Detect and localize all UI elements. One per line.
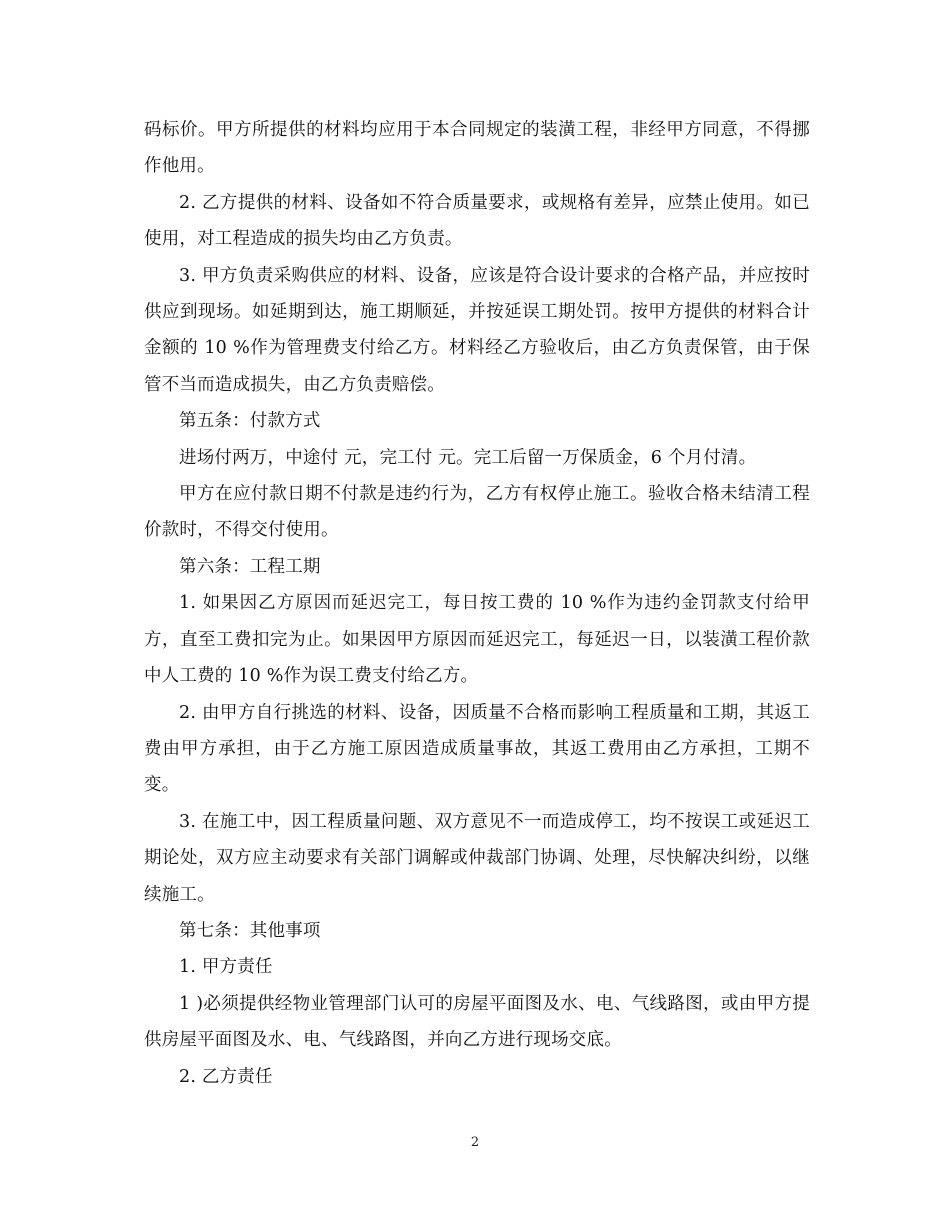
section-heading-article-6: 第六条：工程工期	[179, 556, 321, 577]
paragraph-continuation: 码标价。甲方所提供的材料均应用于本合同规定的装潢工程，非经甲方同意，不得挪作他用。	[144, 120, 810, 177]
paragraph-party-a-item-1: 1 )必须提供经物业管理部门认可的房屋平面图及水、电、气线路图，或由甲方提供房屋平面图及水、电、气线路图，并向乙方进行现场交底。	[144, 993, 810, 1051]
paragraph-party-a-heading: 1. 甲方责任	[179, 957, 273, 978]
page-number: 2	[470, 1135, 480, 1150]
paragraph-delay-item-2: 2. 由甲方自行挑选的材料、设备，因质量不合格而影响工程质量和工期，其返工费由甲方承担，由于乙方施工原因造成质量事故，其返工费用由乙方承担，工期不变。	[144, 702, 810, 796]
paragraph-item-3-procurement: 3. 甲方负责采购供应的材料、设备，应该是符合设计要求的合格产品，并应按时供应到现场。如延期到达，施工期顺延，并按延误工期处罚。按甲方提供的材料合计金额的 10 %作为管理费支付给乙方。材料经乙方验收后，由乙方负责保管，由于保管不当而造成损失，由乙方负责赔偿。	[144, 265, 810, 395]
paragraph-payment-schedule: 进场付两万，中途付 元，完工付 元。完工后留一万保质金，6 个月付清。	[179, 447, 757, 468]
document-body	[144, 112, 810, 1095]
paragraph-delay-item-1: 1. 如果因乙方原因而延迟完工，每日按工费的 10 %作为违约金罚款支付给甲方，直至工费扣完为止。如果因甲方原因而延迟完工，每延迟一日，以装潢工程价款中人工费的 10 %作为误工费支付给乙方。	[144, 593, 810, 687]
paragraph-delay-item-3: 3. 在施工中，因工程质量问题、双方意见不一而造成停工，均不按误工或延迟工期论处，双方应主动要求有关部门调解或仲裁部门协调、处理，尽快解决纠纷，以继续施工。	[144, 811, 810, 905]
section-heading-article-5: 第五条：付款方式	[179, 411, 321, 432]
paragraph-payment-default: 甲方在应付款日期不付款是违约行为，乙方有权停止施工。验收合格未结清工程价款时，不得交付使用。	[144, 484, 810, 541]
section-heading-article-7: 第七条：其他事项	[179, 920, 321, 941]
paragraph-item-2-materials: 2. 乙方提供的材料、设备如不符合质量要求，或规格有差异，应禁止使用。如已使用，对工程造成的损失均由乙方负责。	[144, 192, 810, 250]
paragraph-party-b-heading: 2. 乙方责任	[179, 1066, 273, 1087]
